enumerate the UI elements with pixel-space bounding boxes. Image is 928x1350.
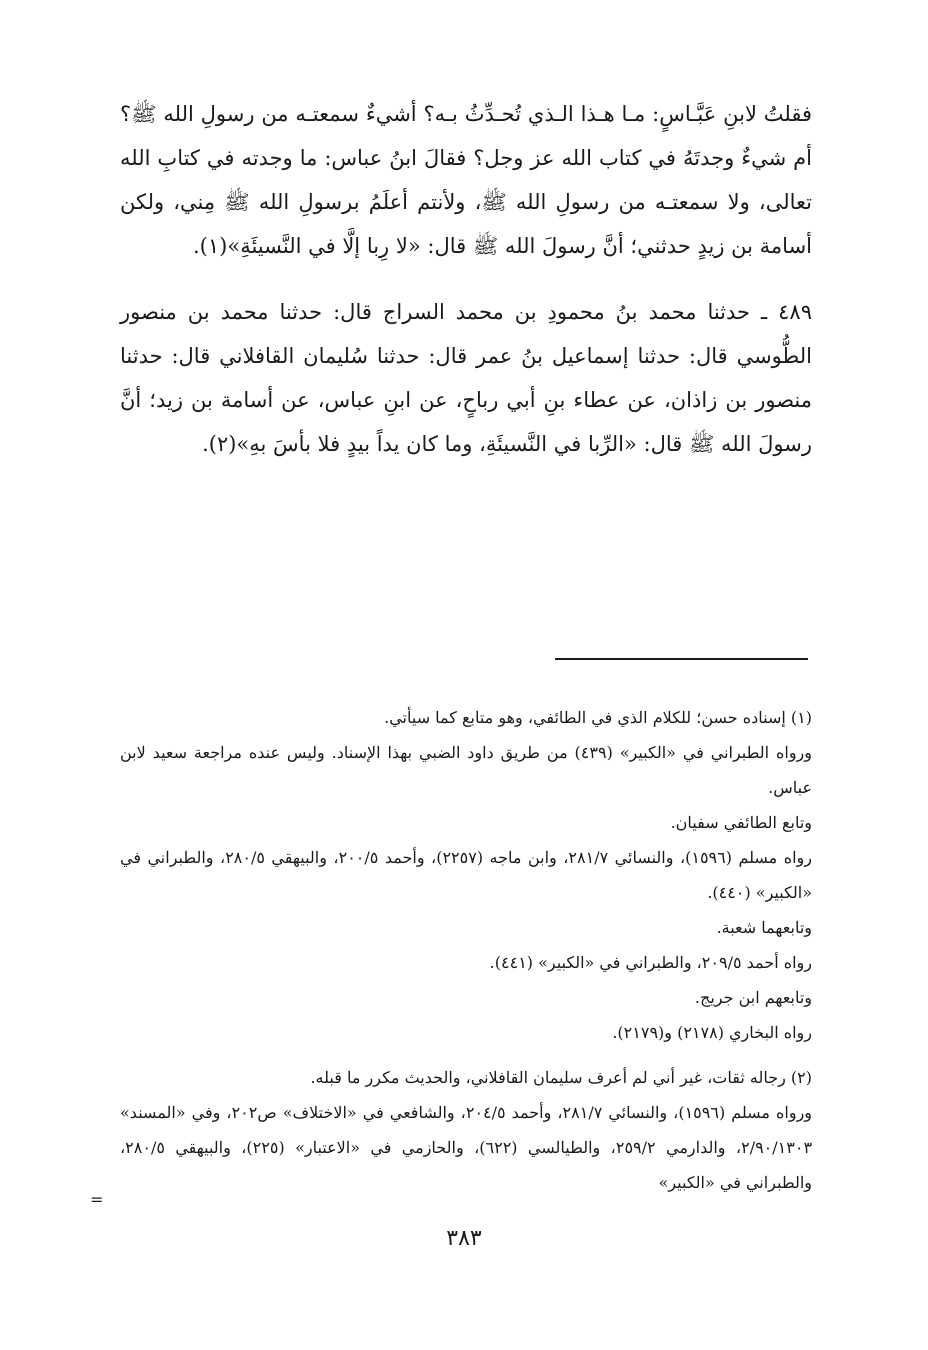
- footnote-line: رواه مسلم (١٥٩٦)، والنسائي ٢٨١/٧، وابن ماجه (٢٢٥٧)، وأحمد ٢٠٠/٥، والبيهقي ٢٨٠/٥، والطبراني في «الكبير» (٤٤٠).: [120, 848, 812, 902]
- footnote-line: ورواه الطبراني في «الكبير» (٤٣٩) من طريق داود الضبي بهذا الإسناد. وليس عنده مراجعة سعيد لابن عباس.: [120, 743, 812, 797]
- footnote-line: (٢) رجاله ثقات، غير أني لم أعرف سليمان القافلاني، والحديث مكرر ما قبله.: [310, 1068, 812, 1087]
- footnote-separator: [555, 658, 808, 660]
- footnote-2: [120, 1060, 812, 1200]
- footnote-line: (١) إسناده حسن؛ للكلام الذي في الطائفي، وهو متابع كما سيأتي.: [384, 708, 812, 727]
- footnote-1: [120, 700, 812, 1050]
- footnote-line: ورواه مسلم (١٥٩٦)، والنسائي ٢٨١/٧، وأحمد ٢٠٤/٥، والشافعي في «الاختلاف» ص٢٠٢، وفي «المسند» ٢/٩٠/١٣٠٣، والدارمي ٢٥٩/٢، والطيالسي (٦٢٢)، والحازمي في «الاعتبار» (٢٢٥)، والبيهقي ٢٨٠/٥، والطبراني في «الكبير»: [120, 1103, 812, 1192]
- footnote-line: وتابع الطائفي سفيان.: [670, 813, 812, 832]
- footnote-line: رواه أحمد ٢٠٩/٥، والطبراني في «الكبير» (٤٤١).: [489, 953, 812, 972]
- paragraph-hadith-488-end: فقلتُ لابنِ عَبَّـاسٍ: مـا هـذا الـذي تُحـدِّثُ بـه؟ أشيءٌ سمعتـه من رسولِ الله ﷺ؟ أم شيءٌ وجدتَهُ في كتاب الله عز وجل؟ فقالَ ابنُ عباس: ما وجدته في كتابِ الله تعالى، ولا سمعتـه من رسولِ الله ﷺ، ولأنتم أعلَمُ برسولِ الله ﷺ مِني، ولكن أسامة بن زيدٍ حدثني؛ أنَّ رسولَ الله ﷺ قال: «لا رِبا إلَّا في النَّسيئَةِ»(١).: [120, 102, 812, 258]
- continuation-mark: =: [90, 1190, 104, 1209]
- footnote-line: وتابعهم ابن جريج.: [694, 988, 812, 1007]
- paragraph-hadith-489: ٤٨٩ ـ حدثنا محمد بنُ محمودِ بن محمد السراج قال: حدثنا محمد بن منصور الطُّوسي قال: حدثنا إسماعيل بنُ عمر قال: حدثنا سُليمان القافلاني قال: حدثنا منصور بن زاذان، عن عطاء بنِ أبي رباحٍ، عن ابنِ عباس، عن أسامة بن زيد؛ أنَّ رسولَ الله ﷺ قال: «الرِّبا في النَّسيئَةِ، وما كان يداً بيدٍ فلا بأسَ بهِ»(٢).: [120, 300, 812, 456]
- page-number: ٣٨٣: [446, 1226, 482, 1251]
- main-text: [120, 92, 812, 466]
- footnote-line: رواه البخاري (٢١٧٨) و(٢١٧٩).: [612, 1023, 812, 1042]
- footnotes: [120, 700, 812, 1210]
- footnote-line: وتابعهما شعبة.: [716, 918, 812, 937]
